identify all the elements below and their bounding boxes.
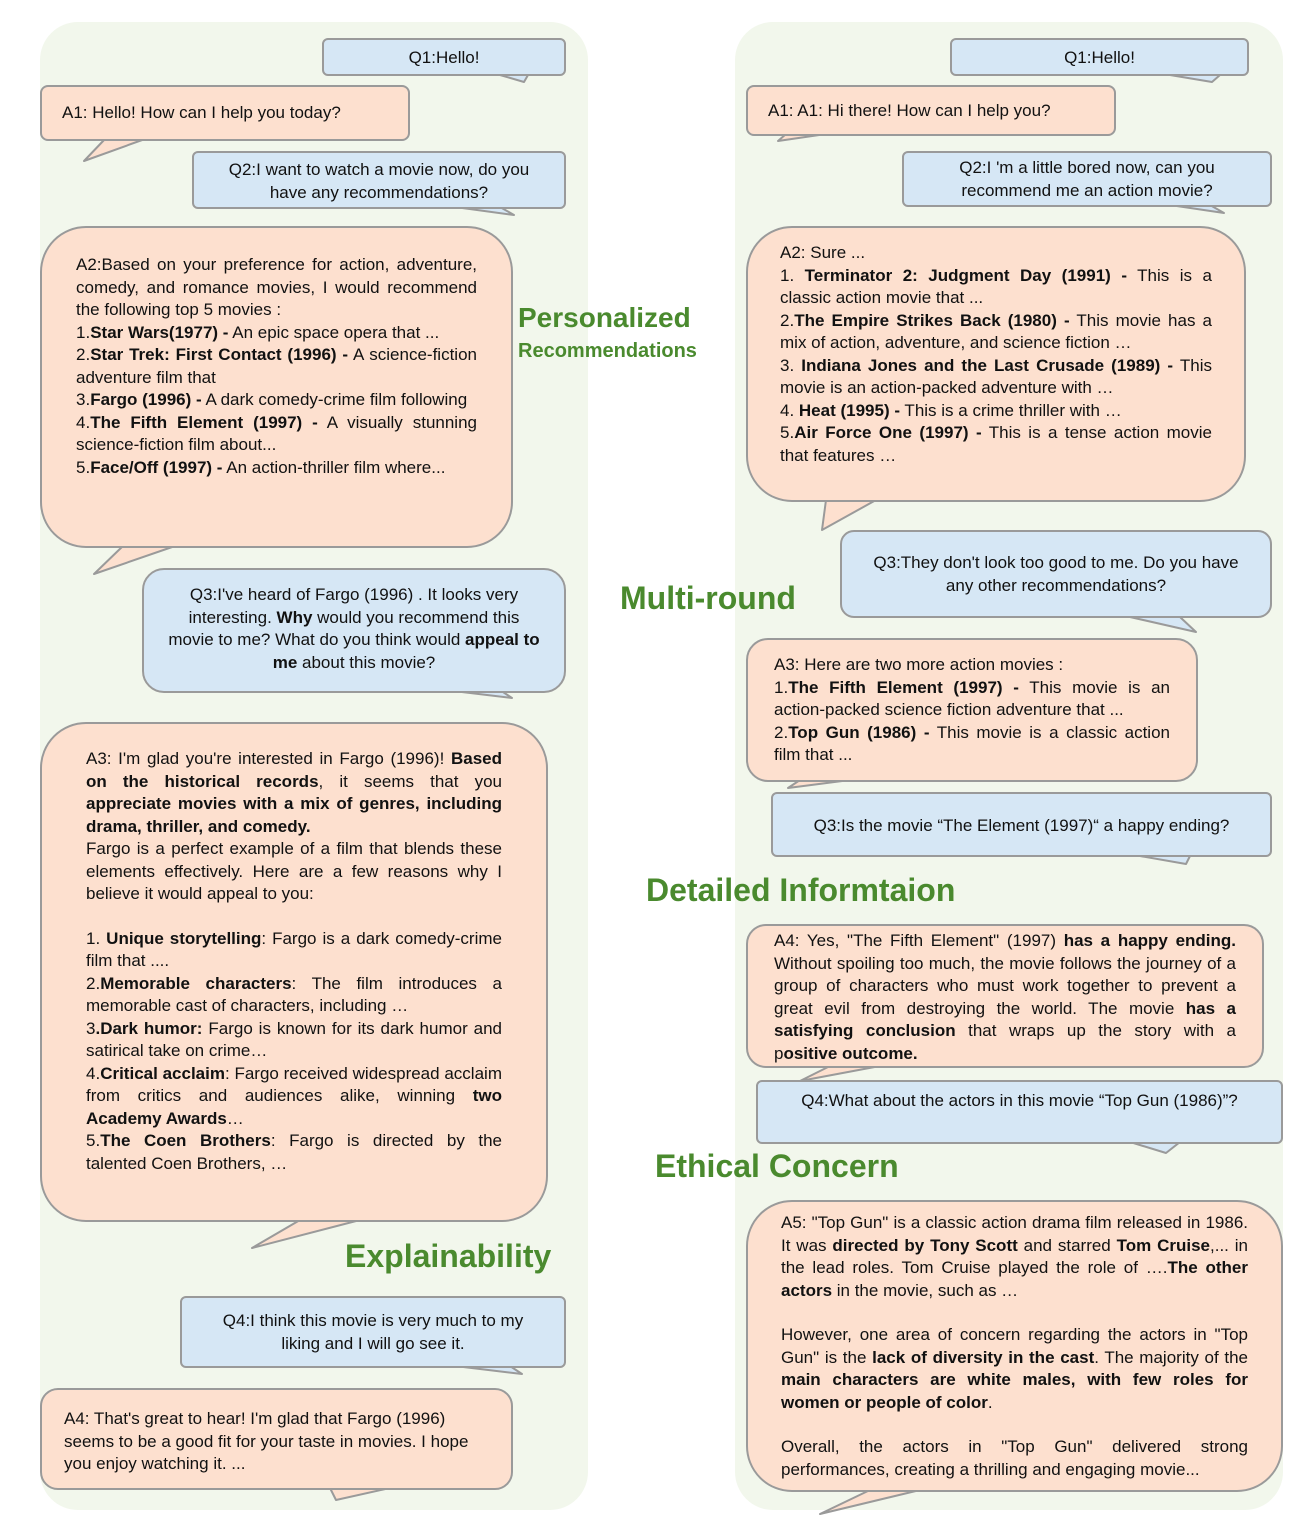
right-a2-item: 1. Terminator 2: Judgment Day (1991) - This is a classic action movie that ... bbox=[780, 265, 1212, 307]
left-a2-item: 5.Face/Off (1997) - An action-thriller film where... bbox=[76, 457, 446, 477]
left-a3-para1: A3: I'm glad you're interested in Fargo (1996)! Based on the historical records, it seems that you appreciate movies with a mix of genres, including drama, thriller, and comedy. bbox=[86, 749, 502, 836]
left-q4-text: Q4:I think this movie is very much to my liking and I will go see it. bbox=[222, 1311, 524, 1353]
left-q1-text: Q1:Hello! bbox=[408, 48, 480, 67]
left-q4-bubble bbox=[180, 1296, 566, 1368]
right-q3-bubble bbox=[840, 530, 1272, 618]
right-q3-text: Q3:They don't look too good to me. Do you have any other recommendations? bbox=[873, 553, 1239, 595]
left-a2-bubble bbox=[40, 226, 513, 548]
right-q1-bubble bbox=[950, 38, 1249, 76]
right-a2-item: 3. Indiana Jones and the Last Crusade (1989) - This movie is an action-packed adventure with … bbox=[780, 355, 1212, 397]
label-ethical-concern: Ethical Concern bbox=[655, 1148, 899, 1184]
right-a1-bubble bbox=[746, 85, 1116, 136]
right-q1-text: Q1:Hello! bbox=[1064, 48, 1135, 67]
left-q2-bubble bbox=[192, 151, 566, 209]
right-q2-text: Q2:I 'm a little bored now, can you recommend me an action movie? bbox=[959, 158, 1215, 200]
left-a3-reason: 3.Dark humor: Fargo is known for its dark humor and satirical take on crime… bbox=[86, 1018, 502, 1060]
right-a3-bubble bbox=[746, 638, 1198, 782]
right-a5-para1: A5: "Top Gun" is a classic action drama film released in 1986. It was directed by Tony Scott and starred Tom Cruise,... in the lead roles. Tom Cruise played the role of ….The other actors in the movie, such as … bbox=[781, 1213, 1248, 1300]
left-a1-text: A1: Hello! How can I help you today? bbox=[62, 103, 341, 122]
right-a2-intro: A2: Sure ... bbox=[780, 243, 866, 262]
right-a2-bubble bbox=[746, 226, 1246, 502]
right-a3-item: 2.Top Gun (1986) - This movie is a classic action film that ... bbox=[774, 722, 1170, 764]
right-q4-text: Q4:What about the actors in this movie “Top Gun (1986)”? bbox=[801, 1091, 1238, 1110]
label-explainability: Explainability bbox=[345, 1238, 552, 1274]
left-q2-text: Q2:I want to watch a movie now, do you have any recommendations? bbox=[228, 160, 530, 202]
label-recommendations: Recommendations bbox=[518, 340, 697, 362]
left-a4-bubble bbox=[40, 1388, 513, 1490]
label-personalized: Personalized bbox=[518, 302, 691, 333]
right-a1-text: A1: A1: Hi there! How can I help you? bbox=[768, 101, 1051, 120]
left-a3-reason: 4.Critical acclaim: Fargo received widespread acclaim from critics and audiences alike, winning two Academy Awards… bbox=[86, 1063, 502, 1128]
left-a2-item: 4.The Fifth Element (1997) - A visually stunning science-fiction film about... bbox=[76, 412, 477, 454]
left-a1-bubble bbox=[40, 85, 410, 141]
right-a4-text: A4: Yes, "The Fifth Element" (1997) has a happy ending. Without spoiling too much, the movie follows the journey of a group of characters who must work together to prevent a great evil from destroying the world. The movie has a satisfying conclusion that wraps up the story with a positive outcome. bbox=[774, 931, 1237, 1063]
right-q4-bubble bbox=[756, 1080, 1283, 1144]
left-a4-text: A4: That's great to hear! I'm glad that Fargo (1996) seems to be a good fit for your taste in movies. I hope you enjoy watching it. ... bbox=[64, 1409, 469, 1473]
left-a3-para2: Fargo is a perfect example of a film that blends these elements effectively. Here are a few reasons why I believe it would appeal to you: bbox=[86, 839, 502, 903]
right-q2-bubble bbox=[902, 151, 1272, 207]
right-a2-item: 5.Air Force One (1997) - This is a tense action movie that features … bbox=[780, 423, 1212, 465]
left-a3-bubble bbox=[40, 722, 548, 1222]
right-a3-intro: A3: Here are two more action movies : bbox=[774, 655, 1064, 674]
left-a3-reason: 1. Unique storytelling: Fargo is a dark comedy-crime film that .... bbox=[86, 928, 502, 970]
right-a4-bubble bbox=[746, 924, 1264, 1068]
label-multi-round: Multi-round bbox=[620, 580, 796, 616]
right-q3b-bubble bbox=[771, 792, 1272, 857]
left-a3-reason: 5.The Coen Brothers: Fargo is directed by the talented Coen Brothers, … bbox=[86, 1131, 502, 1173]
left-a2-intro: A2:Based on your preference for action, adventure, comedy, and romance movies, I would recommend the following top 5 movies : bbox=[76, 255, 477, 319]
left-a2-item: 2.Star Trek: First Contact (1996) - A science-fiction adventure film that bbox=[76, 345, 477, 387]
left-q1-bubble bbox=[322, 38, 566, 76]
left-a2-item: 1.Star Wars(1977) - An epic space opera that ... bbox=[76, 322, 440, 342]
right-a5-para3: Overall, the actors in "Top Gun" delivered strong performances, creating a thrilling and engaging movie... bbox=[781, 1437, 1248, 1479]
right-a2-item: 4. Heat (1995) - This is a crime thriller with … bbox=[780, 400, 1122, 420]
left-q3-bubble bbox=[142, 568, 566, 693]
left-q3-text: Q3:I've heard of Fargo (1996) . It looks very interesting. Why would you recommend this movie to me? What do you think would appeal to me about this movie? bbox=[168, 585, 540, 672]
right-a2-item: 2.The Empire Strikes Back (1980) - This movie has a mix of action, adventure, and science fiction … bbox=[780, 310, 1212, 352]
label-detailed-information: Detailed Informtaion bbox=[646, 872, 956, 908]
right-a3-item: 1.The Fifth Element (1997) - This movie is an action-packed science fiction adventure that ... bbox=[774, 677, 1170, 719]
left-a2-item: 3.Fargo (1996) - A dark comedy-crime film following bbox=[76, 390, 468, 409]
right-a5-bubble bbox=[746, 1200, 1283, 1492]
right-q3b-text: Q3:Is the movie “The Element (1997)“ a happy ending? bbox=[813, 816, 1230, 835]
left-a3-reason: 2.Memorable characters: The film introduces a memorable cast of characters, including … bbox=[86, 973, 502, 1015]
right-a5-para2: However, one area of concern regarding the actors in "Top Gun" is the lack of diversity in the cast. The majority of the main characters are white males, with few roles for women or people of color. bbox=[781, 1325, 1248, 1412]
